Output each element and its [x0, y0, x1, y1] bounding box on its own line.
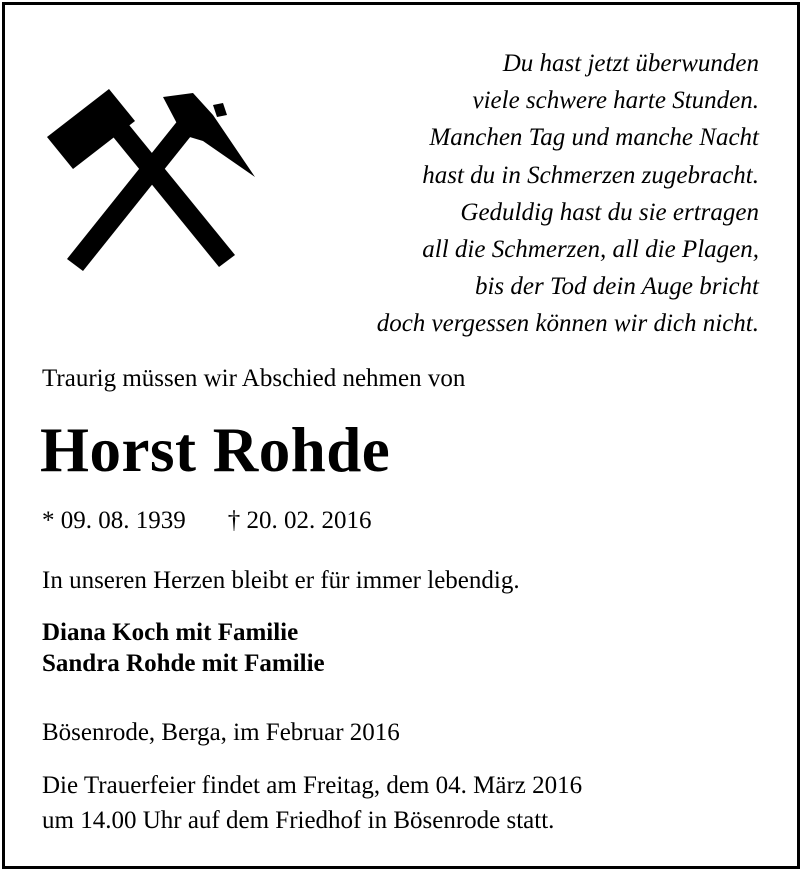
mourner: Sandra Rohde mit Familie: [42, 650, 325, 677]
poem-line: viele schwere harte Stunden.: [472, 87, 759, 115]
deceased-name: Horst Rohde: [40, 415, 391, 485]
place-and-date: Bösenrode, Berga, im Februar 2016: [42, 719, 400, 746]
farewell-intro: Traurig müssen wir Abschied nehmen von: [42, 365, 466, 392]
memorial-poem: [219, 45, 759, 343]
funeral-line: Die Trauerfeier findet am Freitag, dem 04. März 2016: [42, 772, 583, 799]
death-date: † 20. 02. 2016: [227, 507, 372, 534]
funeral-info: [42, 768, 582, 838]
poem-line: Manchen Tag und manche Nacht: [429, 124, 759, 152]
poem-line: doch vergessen können wir dich nicht.: [376, 310, 759, 338]
memorial-motto: In unseren Herzen bleibt er für immer lebendig.: [42, 567, 520, 594]
poem-line: bis der Tod dein Auge bricht: [474, 273, 759, 301]
birth-date: * 09. 08. 1939: [42, 507, 186, 534]
poem-line: Du hast jetzt überwunden: [502, 50, 759, 77]
notice-frame: [2, 2, 800, 869]
mourner: Diana Koch mit Familie: [42, 619, 299, 646]
poem-line: hast du in Schmerzen zugebracht.: [422, 161, 759, 189]
life-dates: [42, 507, 372, 535]
mourners-list: [42, 617, 325, 679]
poem-line: all die Schmerzen, all die Plagen,: [422, 236, 759, 264]
funeral-line: um 14.00 Uhr auf dem Friedhof in Bösenrode statt.: [42, 807, 555, 834]
poem-line: Geduldig hast du sie ertragen: [460, 198, 759, 226]
